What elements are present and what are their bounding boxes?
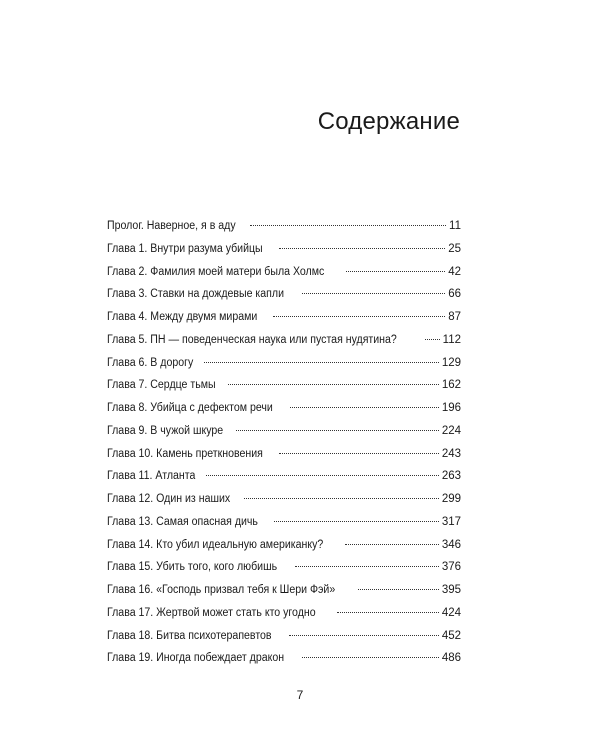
toc-entry-title: Глава 19. Иногда побеждает дракон (107, 652, 285, 665)
toc-entry-title: Глава 17. Жертвой может стать кто угодно (107, 606, 316, 619)
toc-dot-leader (425, 339, 440, 340)
toc-entry-title: Глава 16. «Господь призвал тебя к Шери Фэй» (107, 584, 336, 596)
toc-entry-title: Глава 3. Ставки на дождевые капли (107, 288, 284, 301)
toc-entry[interactable] (107, 334, 461, 357)
toc-entry[interactable] (107, 516, 461, 539)
toc-entry[interactable] (107, 379, 461, 402)
toc-entry-title: Глава 18. Битва психотерапевтов (107, 629, 272, 642)
toc-entry-title: Глава 5. ПН — поведенческая наука или пустая нудятина? (107, 333, 397, 346)
toc-entry-title: Глава 4. Между двумя мирами (107, 311, 258, 323)
toc-entry[interactable] (107, 402, 461, 425)
toc-dot-leader (345, 544, 439, 545)
toc-dot-leader (289, 635, 439, 636)
toc-entry-page: 112 (442, 333, 461, 346)
toc-dot-leader (295, 566, 439, 567)
toc-entry-page: 376 (441, 561, 461, 574)
toc-entry[interactable] (107, 561, 461, 584)
toc-entry[interactable] (107, 266, 461, 289)
toc-entry[interactable] (107, 448, 461, 471)
toc-entry[interactable] (107, 243, 461, 266)
toc-dot-leader (290, 407, 439, 408)
toc-entry[interactable] (107, 630, 461, 653)
toc-dot-leader (279, 248, 445, 249)
toc-entry-title: Глава 1. Внутри разума убийцы (107, 242, 263, 255)
toc-dot-leader (206, 475, 439, 476)
toc-dot-leader (274, 521, 439, 522)
toc-entry-title: Глава 12. Один из наших (107, 493, 231, 505)
toc-entry-title: Пролог. Наверное, я в аду (107, 220, 236, 232)
toc-entry-page: 162 (441, 379, 461, 392)
toc-entry[interactable] (107, 470, 461, 493)
toc-entry-title: Глава 11. Атланта (107, 470, 196, 483)
toc-entry[interactable] (107, 493, 461, 516)
toc-dot-leader (236, 430, 439, 431)
toc-entry-title: Глава 14. Кто убил идеальную американку? (107, 538, 324, 551)
toc-entry[interactable] (107, 288, 461, 311)
toc-entry[interactable] (107, 357, 461, 380)
toc-dot-leader (250, 225, 446, 226)
toc-entry-page: 346 (441, 538, 461, 551)
toc-entry-title: Глава 10. Камень преткновения (107, 447, 263, 460)
toc-entry-page: 66 (448, 288, 461, 301)
toc-entry-page: 452 (441, 629, 461, 642)
toc-dot-leader (337, 612, 439, 613)
toc-dot-leader (358, 589, 439, 590)
toc-entry-page: 196 (441, 402, 461, 414)
toc-entry-page: 243 (441, 447, 461, 460)
toc-entry[interactable] (107, 311, 461, 334)
toc-entry[interactable] (107, 539, 461, 562)
toc-entry-title: Глава 13. Самая опасная дичь (107, 515, 258, 528)
toc-entry[interactable] (107, 652, 461, 675)
toc-dot-leader (302, 657, 438, 658)
toc-entry[interactable] (107, 425, 461, 448)
toc-entry-page: 224 (441, 424, 461, 437)
toc-entry-title: Глава 8. Убийца с дефектом речи (107, 402, 273, 414)
toc-dot-leader (273, 316, 445, 317)
toc-dot-leader (302, 293, 445, 294)
toc-entry-page: 395 (441, 584, 461, 596)
toc-entry[interactable] (107, 607, 461, 630)
toc-entry[interactable] (107, 584, 461, 607)
table-of-contents (107, 220, 461, 675)
toc-entry-title: Глава 9. В чужой шкуре (107, 424, 224, 437)
toc-entry-page: 299 (441, 493, 461, 505)
toc-entry-title: Глава 6. В дорогу (107, 356, 194, 369)
toc-entry-page: 87 (448, 311, 461, 323)
toc-entry-page: 486 (441, 652, 461, 665)
toc-dot-leader (346, 271, 445, 272)
toc-entry-title: Глава 7. Сердце тьмы (107, 379, 216, 392)
toc-dot-leader (228, 384, 439, 385)
toc-entry-page: 42 (448, 265, 461, 278)
toc-entry-page: 424 (441, 606, 461, 619)
page-title: Содержание (317, 108, 460, 136)
page-number: 7 (296, 688, 304, 702)
toc-entry-page: 129 (441, 356, 461, 369)
toc-dot-leader (204, 362, 439, 363)
toc-entry-title: Глава 2. Фамилия моей матери была Холмс (107, 265, 325, 278)
toc-entry[interactable] (107, 220, 461, 243)
toc-entry-page: 317 (441, 515, 461, 528)
toc-dot-leader (279, 453, 438, 454)
toc-entry-page: 11 (449, 220, 461, 232)
toc-entry-page: 263 (441, 470, 461, 483)
toc-entry-title: Глава 15. Убить того, кого любишь (107, 561, 278, 574)
toc-dot-leader (244, 498, 439, 499)
toc-entry-page: 25 (448, 242, 461, 255)
